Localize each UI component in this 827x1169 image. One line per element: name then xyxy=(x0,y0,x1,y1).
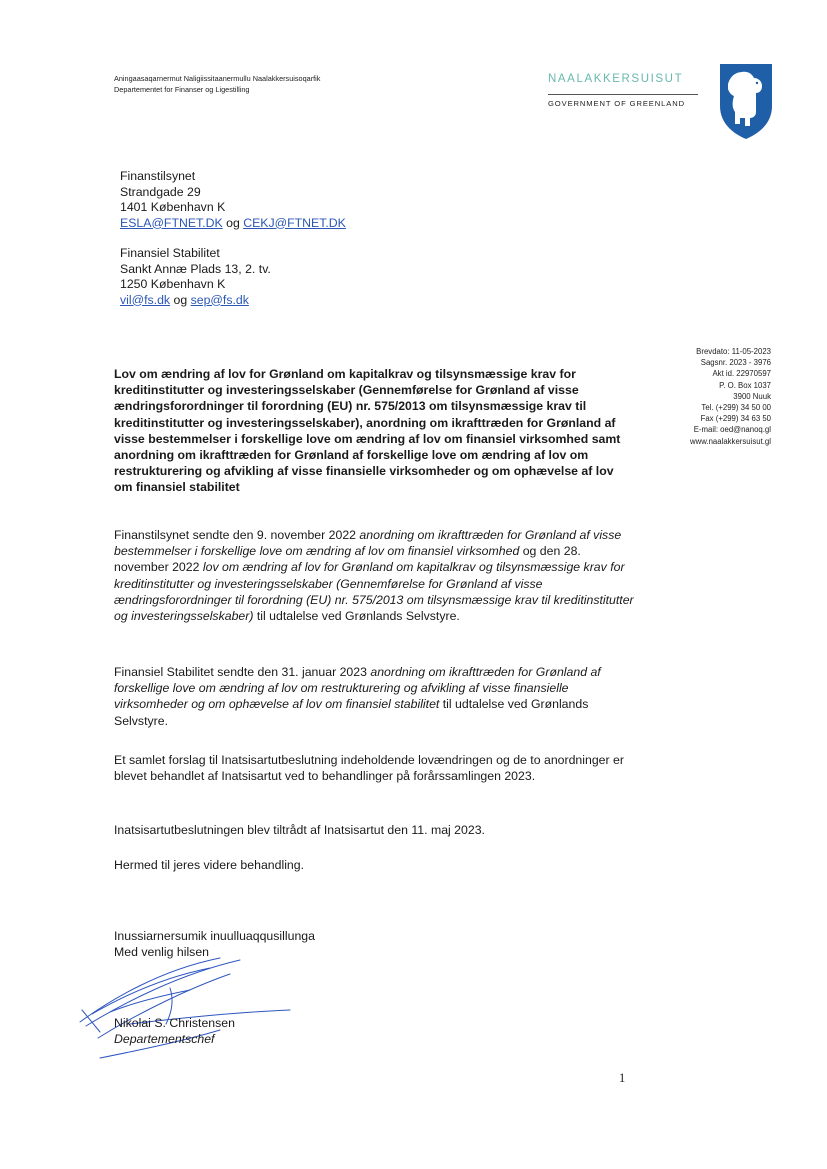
italic-run: anordning om ikrafttræden for Grønland af forskellige love om ændring af lov om restrukturering og afvikling af visse finansielle virksomheder og om ophævelse af lov om finansiel stabilitet xyxy=(114,665,601,712)
text-run: til udtalelse ved Grønlands Selvstyre. xyxy=(253,609,460,624)
recipient-emails xyxy=(120,216,346,232)
recipient-street: Strandgade 29 xyxy=(120,184,201,199)
letter-date: Brevdato: 11-05-2023 xyxy=(696,347,771,356)
recipient-city: 1250 København K xyxy=(120,277,226,291)
email-link-sep[interactable]: sep@fs.dk xyxy=(190,292,249,307)
greeting-kl: Inussiarnersumik inuulluaqqusillunga xyxy=(114,929,315,943)
recipient-finanstilsynet xyxy=(120,169,346,231)
text-run: Finanstilsynet sendte den 9. november 2022 xyxy=(114,528,360,542)
email-link-esla[interactable]: ESLA@FTNET.DK xyxy=(120,215,223,230)
body-paragraph-4: Inatsisartutbeslutningen blev tiltrådt af Inatsisartut den 11. maj 2023. xyxy=(114,823,485,837)
signatory-name: Nikolai S. Christensen xyxy=(114,1016,235,1030)
recipient-emails xyxy=(120,293,271,309)
brand-divider xyxy=(548,94,698,95)
letter-subject: Lov om ændring af lov for Grønland om kapitalkrav og tilsynsmæssige krav for kreditinstitutter og investeringsselskaber (Gennemførelse for Grønland af visse ændringsforordninger til forordning (EU) nr. 575/2013 om tilsynsmæssige krav til kreditinstitutter og investeringsselskaber), anordning om ikrafttræden for Grønland af visse bestemmelser i forskellige love om ændring af lov om finansiel virksomhed samt anordning om ikrafttræden for Grønland af forskellige love om ændring af lov om restrukturering og afvikling af visse finansielle virksomheder og om ophævelse af lov om finansiel stabilitet xyxy=(114,367,621,495)
recipient-name: Finanstilsynet xyxy=(120,169,196,183)
greenland-coat-of-arms-polar-bear-icon xyxy=(718,62,774,140)
body-paragraph-3: Et samlet forslag til Inatsisartutbeslutning indeholdende lovændringen og de to anordninger er blevet behandlet af Inatsisartut ved to behandlinger på forårssamlingen 2023. xyxy=(114,753,624,784)
contact-email: E-mail: oed@nanoq.gl xyxy=(693,425,771,435)
recipient-finansiel-stabilitet xyxy=(120,246,271,308)
italic-run: lov om ændring af lov for Grønland om kapitalkrav og tilsynsmæssige krav for kreditinstitutter og investeringsselskaber (Gennemførelse for Grønland af visse ændringsforordninger til forordning (EU) nr. 575/2013 om tilsynsmæssige krav til kreditinstitutter og investeringsselskaber) xyxy=(114,560,634,624)
government-brand xyxy=(548,72,700,109)
text-run: Finansiel Stabilitet sendte den 31. januar 2023 xyxy=(114,665,371,679)
italic-run: anordning om ikrafttræden for Grønland af visse bestemmelser i forskellige love om ændring af lov om finansiel virksomhed xyxy=(114,528,622,559)
email-joiner: og xyxy=(222,215,244,230)
greeting-da: Med venlig hilsen xyxy=(114,945,210,959)
text-run: til udtalelse ved Grønlands Selvstyre. xyxy=(114,697,589,728)
email-link-cekj[interactable]: CEKJ@FTNET.DK xyxy=(243,215,346,230)
department-name-da: Departementet for Finanser og Ligestilling xyxy=(114,85,250,94)
po-box: P. O. Box 1037 xyxy=(719,380,771,390)
letter-metadata xyxy=(690,346,771,447)
brand-subtitle: GOVERNMENT OF GREENLAND xyxy=(548,99,686,108)
recipient-street: Sankt Annæ Plads 13, 2. tv. xyxy=(120,261,271,276)
fax-number: Fax (+299) 34 63 50 xyxy=(700,414,771,424)
email-link-vil[interactable]: vil@fs.dk xyxy=(120,292,171,307)
case-number: Sagsnr. 2023 - 3976 xyxy=(700,358,771,368)
page-number: 1 xyxy=(619,1071,626,1085)
email-joiner: og xyxy=(170,292,191,307)
brand-name: NAALAKKERSUISUT xyxy=(548,73,684,85)
phone-number: Tel. (+299) 34 50 00 xyxy=(701,403,771,413)
postal-city: 3900 Nuuk xyxy=(733,391,771,401)
body-paragraph-1 xyxy=(114,527,634,624)
document-id: Akt id. 22970597 xyxy=(712,369,771,379)
website: www.naalakkersuisut.gl xyxy=(689,436,771,446)
department-header xyxy=(114,73,320,95)
text-run: og den 28. november 2022 xyxy=(114,544,581,575)
body-paragraph-5: Hermed til jeres videre behandling. xyxy=(114,858,305,872)
recipient-name: Finansiel Stabilitet xyxy=(120,246,220,260)
signatory-title: Departementschef xyxy=(114,1032,215,1046)
recipient-city: 1401 København K xyxy=(120,200,226,214)
body-paragraph-2 xyxy=(114,664,634,729)
department-name-kl: Aningaasaqarnermut Naligiissitaanermullu Naalakkersuisoqarfik xyxy=(114,74,321,83)
